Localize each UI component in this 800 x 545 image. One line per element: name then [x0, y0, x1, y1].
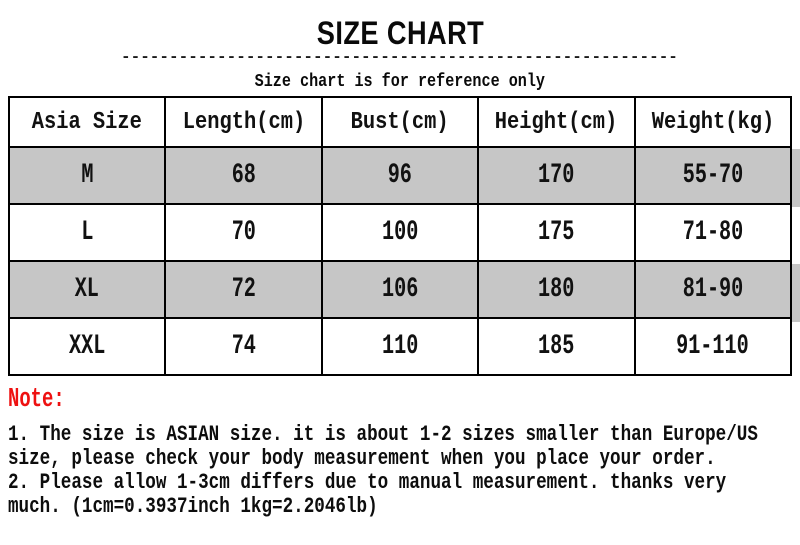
height-cell: 180: [478, 261, 634, 318]
bust-cell: 96: [322, 147, 478, 204]
length-cell: 72: [165, 261, 321, 318]
size-cell: XL: [9, 261, 165, 318]
page-title-text: SIZE CHART: [316, 15, 484, 51]
table-row-l: [9, 204, 791, 261]
table-header-row: [9, 97, 791, 147]
size-cell: XXL: [9, 318, 165, 375]
divider-dashes: ----------------------------------------------------------: [121, 50, 678, 65]
table-row-xl: [9, 261, 791, 318]
height-cell: 170: [478, 147, 634, 204]
reference-note-text: Size chart is for reference only: [254, 72, 546, 92]
bust-cell: 106: [322, 261, 478, 318]
header-cell-bust: Bust(cm): [322, 97, 478, 147]
size-cell: M: [9, 147, 165, 204]
weight-cell: 81-90: [635, 261, 791, 318]
bust-cell: 100: [322, 204, 478, 261]
bust-cell: 110: [322, 318, 478, 375]
note-line-1: 1. The size is ASIAN size. it is about 1-2 sizes smaller than Europe/US: [8, 422, 758, 447]
header-cell-length: Length(cm): [165, 97, 321, 147]
reference-note: [0, 72, 800, 93]
length-cell: 70: [165, 204, 321, 261]
header-cell-weight: Weight(kg): [635, 97, 791, 147]
note-line-2: size, please check your body measurement when you place your order.: [8, 446, 716, 471]
weight-cell: 55-70: [635, 147, 791, 204]
table-row-xxl: [9, 318, 791, 375]
note-line-4: much. (1cm=0.3937inch 1kg=2.2046lb): [8, 494, 378, 519]
note-text-block: [8, 423, 800, 519]
weight-cell: 71-80: [635, 204, 791, 261]
page-title: [0, 16, 800, 50]
length-cell: 74: [165, 318, 321, 375]
table-row-m: [9, 147, 791, 204]
note-line-3: 2. Please allow 1-3cm differs due to manual measurement. thanks very: [8, 470, 727, 495]
note-heading: [8, 385, 89, 415]
height-cell: 175: [478, 204, 634, 261]
header-cell-asia-size: Asia Size: [9, 97, 165, 147]
size-chart-table: [8, 96, 792, 376]
header-cell-height: Height(cm): [478, 97, 634, 147]
length-cell: 68: [165, 147, 321, 204]
size-cell: L: [9, 204, 165, 261]
note-heading-text: Note:: [8, 385, 65, 415]
height-cell: 185: [478, 318, 634, 375]
weight-cell: 91-110: [635, 318, 791, 375]
